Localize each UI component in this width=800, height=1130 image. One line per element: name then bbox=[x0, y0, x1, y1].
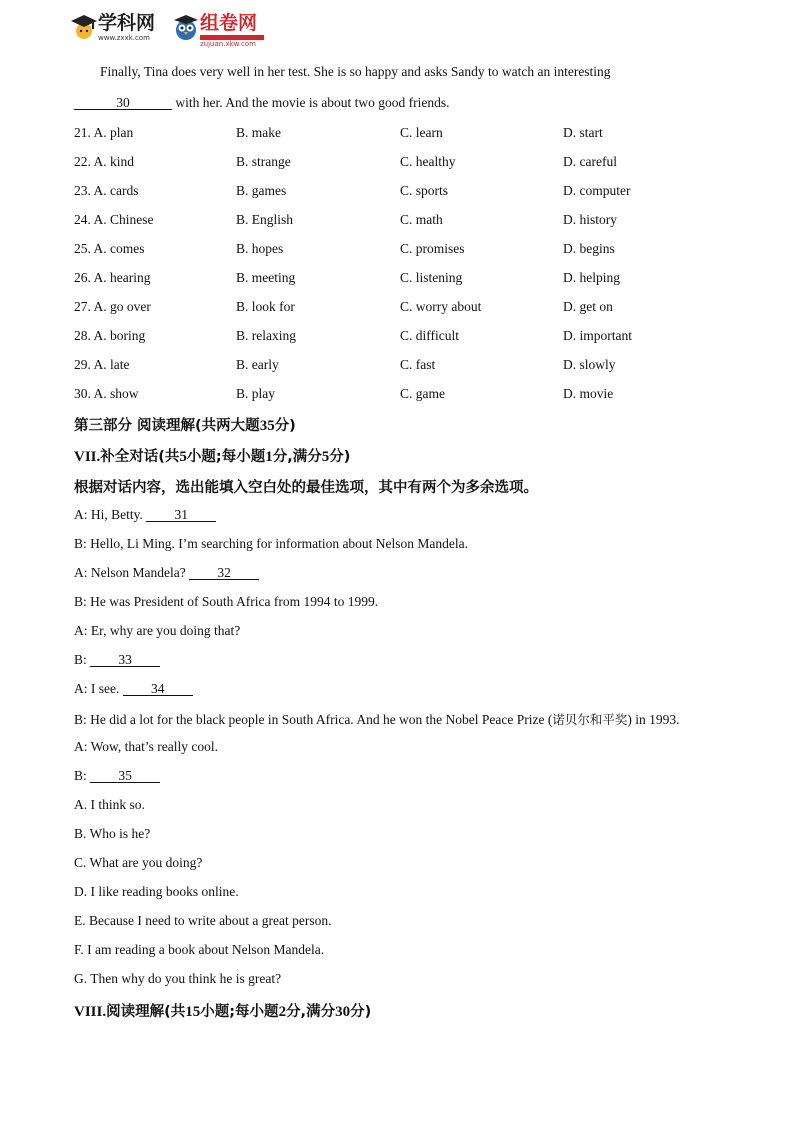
option-29-d: D. slowly bbox=[563, 357, 616, 372]
dialogue-line-2: B: Hello, Li Ming. I’m searching for information about Nelson Mandela. bbox=[74, 536, 469, 551]
section8-n3: 30 bbox=[335, 1004, 351, 1020]
dialogue-line-3 bbox=[74, 565, 259, 581]
option-21-c: C. learn bbox=[400, 125, 443, 140]
option-25-a: 25. A. comes bbox=[74, 241, 145, 256]
option-28-a: 28. A. boring bbox=[74, 328, 146, 343]
passage-line-2 bbox=[74, 95, 449, 111]
dialogue-text: ) in 1993. bbox=[627, 712, 680, 727]
dialogue-line-8 bbox=[74, 710, 680, 728]
section7-roman: VII. bbox=[74, 449, 101, 465]
section7-instruction: 根据对话内容，选出能填入空白处的最佳选项，其中有两个为多余选项。 bbox=[74, 480, 538, 496]
choice-c: C. What are you doing? bbox=[74, 855, 203, 870]
dialogue-line-5: A: Er, why are you doing that? bbox=[74, 623, 241, 638]
section7-n2: 1 bbox=[265, 449, 273, 465]
option-27-b: B. look for bbox=[236, 299, 295, 314]
section7-title-c: 分,满分 bbox=[272, 449, 322, 465]
option-23-b: B. games bbox=[236, 183, 287, 198]
graduate-cap-icon bbox=[70, 12, 98, 42]
dialogue-line-4: B: He was President of South Africa from 1994 to 1999. bbox=[74, 594, 379, 609]
option-26-c: C. listening bbox=[400, 270, 463, 285]
logo2-url: zujuan.xkw.com bbox=[200, 40, 256, 48]
zujuan-logo bbox=[172, 12, 264, 46]
section7-heading bbox=[74, 445, 350, 466]
section7-title-a: 补全对话(共 bbox=[100, 449, 180, 465]
option-24-c: C. math bbox=[400, 212, 443, 227]
section7-title-b: 小题;每小题 bbox=[186, 449, 266, 465]
section7-n1: 5 bbox=[179, 449, 187, 465]
option-27-c: C. worry about bbox=[400, 299, 482, 314]
choice-e: E. Because I need to write about a great person. bbox=[74, 913, 332, 928]
section8-n1: 15 bbox=[185, 1004, 201, 1020]
choice-b: B. Who is he? bbox=[74, 826, 151, 841]
dialogue-text: B: bbox=[74, 768, 91, 783]
dialogue-line-6 bbox=[74, 652, 160, 668]
option-30-c: C. game bbox=[400, 386, 445, 401]
option-22-c: C. healthy bbox=[400, 154, 456, 169]
passage-line-2-rest: with her. And the movie is about two good friends. bbox=[172, 95, 450, 110]
option-30-a: 30. A. show bbox=[74, 386, 139, 401]
option-25-b: B. hopes bbox=[236, 241, 284, 256]
option-28-c: C. difficult bbox=[400, 328, 459, 343]
option-24-b: B. English bbox=[236, 212, 294, 227]
zxxk-logo bbox=[70, 12, 155, 46]
option-21-a: 21. A. plan bbox=[74, 125, 134, 140]
dialogue-line-9: A: Wow, that’s really cool. bbox=[74, 739, 219, 754]
nobel-prize-chinese: 诺贝尔和平奖 bbox=[552, 712, 628, 727]
blank-30: 30 bbox=[74, 96, 172, 110]
blank-32: 32 bbox=[189, 566, 259, 580]
option-28-d: D. important bbox=[563, 328, 632, 343]
owl-mascot-icon bbox=[172, 12, 200, 42]
choice-f: F. I am reading a book about Nelson Mandela. bbox=[74, 942, 325, 957]
option-21-d: D. start bbox=[563, 125, 603, 140]
section8-title-d: 分) bbox=[350, 1004, 372, 1020]
option-26-b: B. meeting bbox=[236, 270, 296, 285]
blank-33: 33 bbox=[90, 653, 160, 667]
option-21-b: B. make bbox=[236, 125, 281, 140]
dialogue-line-7 bbox=[74, 681, 193, 697]
header-logos bbox=[70, 10, 290, 46]
section7-title-d: 分) bbox=[329, 449, 351, 465]
part3-title-a: 第三部分 阅读理解(共两大题 bbox=[74, 418, 260, 434]
dialogue-text: A: Hi, Betty. bbox=[74, 507, 147, 522]
choice-d: D. I like reading books online. bbox=[74, 884, 239, 899]
option-23-c: C. sports bbox=[400, 183, 449, 198]
section8-roman: VIII. bbox=[74, 1004, 107, 1020]
passage-line-1: Finally, Tina does very well in her test. She is so happy and asks Sandy to watch an interesting bbox=[100, 64, 611, 79]
option-28-b: B. relaxing bbox=[236, 328, 296, 343]
option-27-d: D. get on bbox=[563, 299, 613, 314]
dialogue-text: B: bbox=[74, 652, 91, 667]
option-24-d: D. history bbox=[563, 212, 617, 227]
logo1-name: 学科网 bbox=[98, 12, 156, 34]
option-22-b: B. strange bbox=[236, 154, 291, 169]
option-26-a: 26. A. hearing bbox=[74, 270, 151, 285]
option-30-b: B. play bbox=[236, 386, 275, 401]
option-24-a: 24. A. Chinese bbox=[74, 212, 154, 227]
section8-title-a: 阅读理解(共 bbox=[106, 1004, 186, 1020]
section8-n2: 2 bbox=[278, 1004, 287, 1020]
option-23-d: D. computer bbox=[563, 183, 631, 198]
dialogue-line-10 bbox=[74, 768, 160, 784]
dialogue-text: A: Nelson Mandela? bbox=[74, 565, 190, 580]
dialogue-text: B: He did a lot for the black people in South Africa. And he won the Nobel Peace Prize ( bbox=[74, 712, 553, 727]
option-26-d: D. helping bbox=[563, 270, 620, 285]
option-27-a: 27. A. go over bbox=[74, 299, 151, 314]
option-25-d: D. begins bbox=[563, 241, 615, 256]
blank-34: 34 bbox=[123, 682, 193, 696]
logo1-url: www.zxxk.com bbox=[98, 34, 150, 42]
dialogue-text: A: I see. bbox=[74, 681, 123, 696]
option-29-a: 29. A. late bbox=[74, 357, 130, 372]
dialogue-line-1 bbox=[74, 507, 216, 523]
option-22-d: D. careful bbox=[563, 154, 617, 169]
part3-heading bbox=[74, 414, 296, 435]
choice-a: A. I think so. bbox=[74, 797, 145, 812]
choice-g: G. Then why do you think he is great? bbox=[74, 971, 282, 986]
option-23-a: 23. A. cards bbox=[74, 183, 139, 198]
option-25-c: C. promises bbox=[400, 241, 465, 256]
option-22-a: 22. A. kind bbox=[74, 154, 135, 169]
option-30-d: D. movie bbox=[563, 386, 614, 401]
part3-title-num: 35 bbox=[259, 418, 275, 434]
section8-heading bbox=[74, 1000, 371, 1021]
logo2-name: 组卷网 bbox=[200, 12, 258, 34]
part3-title-b: 分) bbox=[274, 418, 296, 434]
section8-title-c: 分,满分 bbox=[286, 1004, 336, 1020]
section8-title-b: 小题;每小题 bbox=[200, 1004, 279, 1020]
blank-31: 31 bbox=[146, 508, 216, 522]
section7-n3: 5 bbox=[321, 449, 330, 465]
option-29-b: B. early bbox=[236, 357, 279, 372]
blank-35: 35 bbox=[90, 769, 160, 783]
option-29-c: C. fast bbox=[400, 357, 436, 372]
